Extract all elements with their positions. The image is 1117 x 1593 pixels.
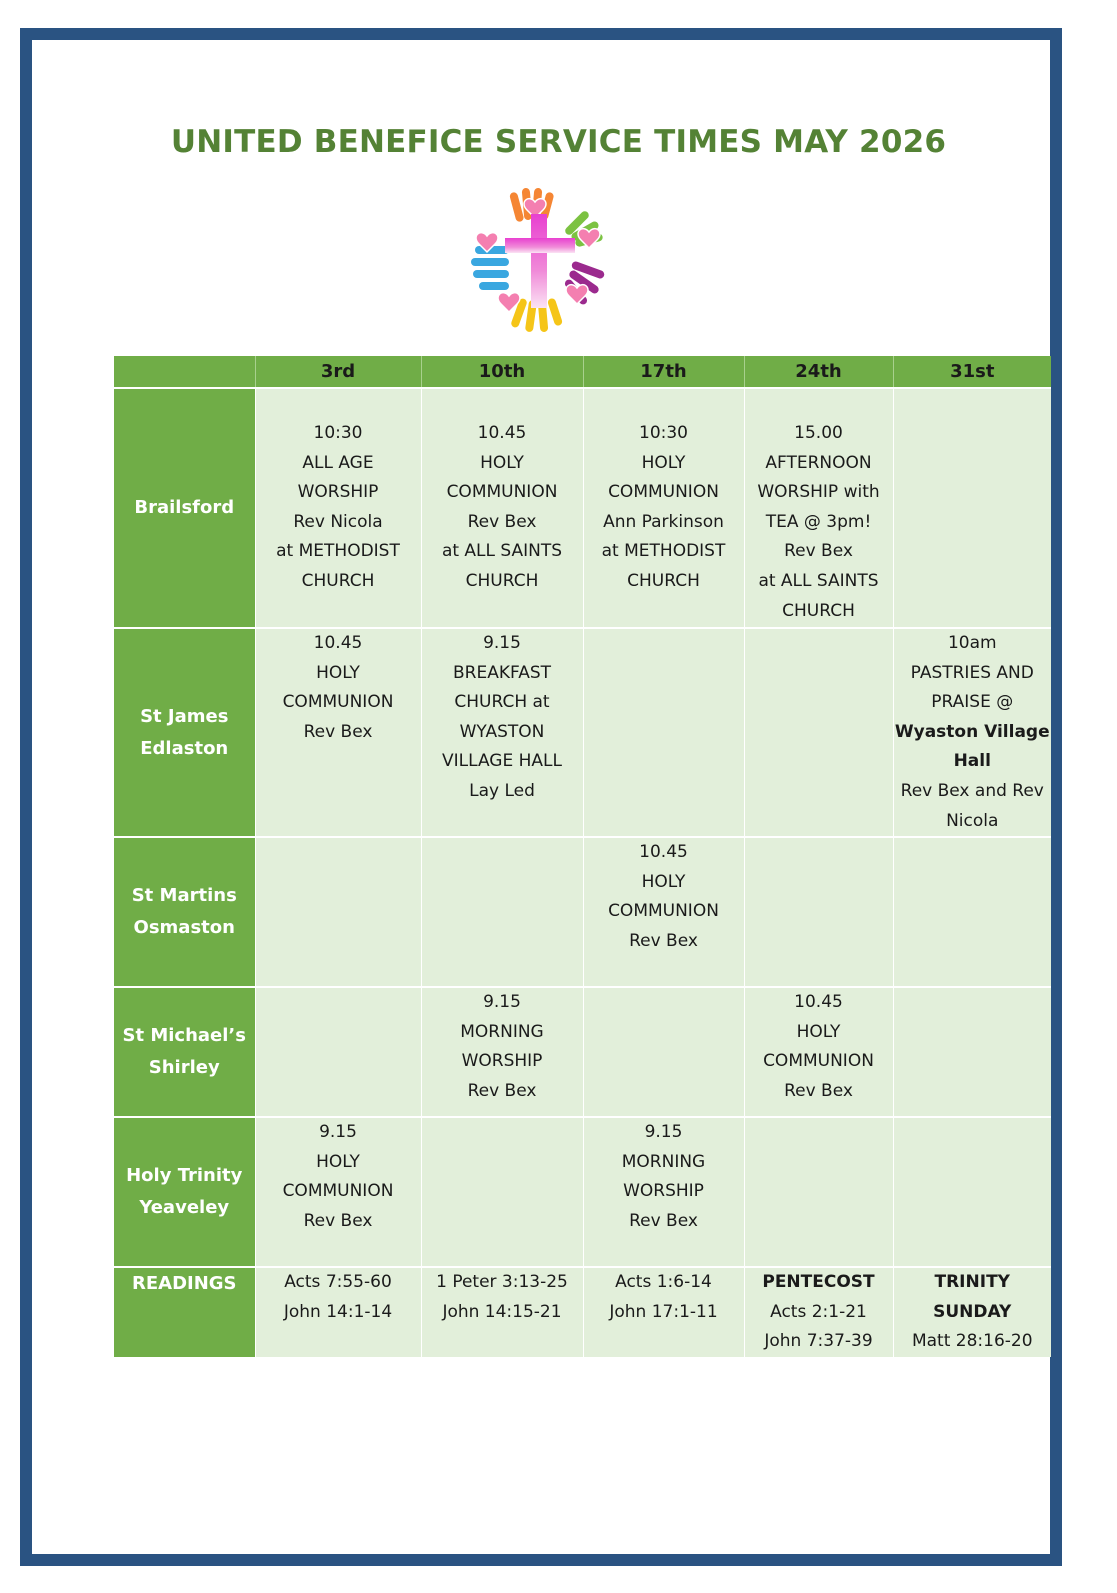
header-corner-cell bbox=[114, 356, 255, 388]
row-heading-line: Brailsford bbox=[134, 497, 235, 518]
service-line: Rev Nicola bbox=[293, 511, 383, 532]
service-line: Rev Bex bbox=[784, 1080, 853, 1101]
row-heading-line: READINGS bbox=[131, 1273, 237, 1295]
service-line: John 17:1-11 bbox=[609, 1301, 718, 1322]
service-line: at METHODIST bbox=[276, 541, 400, 562]
service-line: Wyaston Village bbox=[894, 721, 1050, 742]
service-cell bbox=[893, 388, 1051, 628]
service-line: BREAKFAST bbox=[452, 662, 551, 683]
service-line: John 14:15-21 bbox=[442, 1301, 562, 1322]
row-heading bbox=[114, 1267, 255, 1357]
service-cell bbox=[421, 837, 583, 987]
service-line: CHURCH at bbox=[454, 692, 550, 713]
service-line: at METHODIST bbox=[601, 541, 726, 562]
service-cell bbox=[583, 1117, 744, 1267]
service-line: 10am bbox=[947, 633, 997, 653]
column-header: 3rd bbox=[255, 356, 421, 388]
service-cell bbox=[893, 628, 1051, 837]
row-heading-line: Shirley bbox=[148, 1057, 220, 1079]
service-line: 9.15 bbox=[483, 992, 521, 1013]
row-heading-line: St Michael’s bbox=[122, 1025, 246, 1047]
service-line: Rev Bex bbox=[629, 930, 698, 951]
schedule-row bbox=[114, 1117, 1051, 1267]
schedule-row bbox=[114, 628, 1051, 837]
service-line: HOLY bbox=[641, 871, 686, 892]
service-line: Acts 2:1-21 bbox=[770, 1301, 867, 1322]
service-cell bbox=[421, 987, 583, 1117]
service-cell bbox=[583, 1267, 744, 1357]
service-line: PENTECOST bbox=[762, 1272, 875, 1293]
service-line: MORNING bbox=[621, 1151, 706, 1172]
row-heading-line: Edlaston bbox=[140, 737, 229, 759]
service-line: WYASTON bbox=[459, 721, 545, 742]
row-heading-line: Holy Trinity bbox=[126, 1165, 243, 1187]
service-line: COMMUNION bbox=[282, 1181, 394, 1202]
service-cell bbox=[255, 388, 421, 628]
service-line: CHURCH bbox=[627, 570, 700, 591]
service-line: ALL AGE bbox=[302, 452, 374, 473]
service-line: Rev Bex and Rev bbox=[900, 780, 1044, 801]
row-heading-line: Yeaveley bbox=[139, 1197, 230, 1219]
schedule-row bbox=[114, 987, 1051, 1117]
service-line: 9.15 bbox=[319, 1122, 357, 1143]
service-cell bbox=[744, 1267, 893, 1357]
service-line: Acts 1:6-14 bbox=[615, 1272, 712, 1293]
row-heading-line: St James bbox=[140, 705, 229, 727]
service-line: TEA @ 3pm! bbox=[765, 511, 872, 532]
service-line: SUNDAY bbox=[933, 1301, 1012, 1322]
service-line: 10.45 bbox=[477, 423, 527, 443]
service-line: WORSHIP with bbox=[757, 482, 880, 503]
service-line: Rev Bex bbox=[303, 721, 373, 742]
column-header: 10th bbox=[421, 356, 583, 388]
service-line: CHURCH bbox=[301, 570, 375, 591]
service-cell bbox=[744, 1117, 893, 1267]
service-line: Ann Parkinson bbox=[603, 511, 724, 532]
service-line: 9.15 bbox=[644, 1122, 683, 1143]
service-line: Lay Led bbox=[469, 780, 535, 801]
column-header: 17th bbox=[583, 356, 744, 388]
service-line: AFTERNOON bbox=[765, 452, 872, 473]
service-line: 10.45 bbox=[794, 992, 843, 1013]
service-line: at ALL SAINTS bbox=[758, 570, 879, 591]
service-line: COMMUNION bbox=[446, 482, 558, 503]
service-line: CHURCH bbox=[782, 600, 855, 621]
service-cell bbox=[255, 1267, 421, 1357]
service-line: HOLY bbox=[480, 452, 524, 473]
row-heading bbox=[114, 987, 255, 1117]
service-cell bbox=[893, 987, 1051, 1117]
service-cell bbox=[583, 388, 744, 628]
service-line: VILLAGE HALL bbox=[442, 751, 562, 772]
service-cell bbox=[583, 837, 744, 987]
service-line: HOLY bbox=[641, 452, 686, 473]
service-line: COMMUNION bbox=[608, 482, 719, 503]
service-cell bbox=[893, 1117, 1051, 1267]
service-line: WORSHIP bbox=[461, 1051, 543, 1072]
service-line: at ALL SAINTS bbox=[441, 541, 563, 562]
service-line: Rev Bex bbox=[303, 1210, 373, 1231]
service-line: Acts 7:55-60 bbox=[284, 1272, 392, 1293]
service-line: Rev Bex bbox=[629, 1210, 698, 1231]
service-times-table bbox=[114, 356, 1051, 1357]
row-heading bbox=[114, 388, 255, 628]
service-cell bbox=[255, 987, 421, 1117]
service-cell bbox=[583, 987, 744, 1117]
service-line: Rev Bex bbox=[467, 1080, 537, 1101]
service-cell bbox=[744, 388, 893, 628]
service-line: Rev Bex bbox=[784, 541, 853, 562]
service-line: HOLY bbox=[796, 1021, 841, 1042]
service-line: Nicola bbox=[946, 810, 999, 831]
service-line: COMMUNION bbox=[608, 901, 719, 922]
service-cell bbox=[893, 837, 1051, 987]
row-heading-line: Osmaston bbox=[133, 917, 235, 939]
service-cell bbox=[421, 388, 583, 628]
schedule-row bbox=[114, 837, 1051, 987]
service-line: 10.45 bbox=[313, 633, 363, 653]
service-cell bbox=[744, 987, 893, 1117]
service-line: 10:30 bbox=[313, 423, 363, 443]
service-line: HOLY bbox=[316, 1151, 360, 1172]
date-header-row bbox=[114, 356, 1051, 388]
row-heading bbox=[114, 1117, 255, 1267]
service-line: PRAISE @ bbox=[931, 692, 1014, 713]
service-cell bbox=[583, 628, 744, 837]
service-line: HOLY bbox=[316, 662, 360, 683]
row-heading bbox=[114, 628, 255, 837]
service-line: COMMUNION bbox=[282, 692, 394, 713]
column-header: 24th bbox=[744, 356, 893, 388]
service-line: 10:30 bbox=[639, 423, 688, 443]
service-line: John 14:1-14 bbox=[283, 1301, 393, 1322]
service-line: TRINITY bbox=[934, 1272, 1010, 1293]
service-line: Hall bbox=[953, 751, 991, 772]
service-cell bbox=[744, 628, 893, 837]
row-heading-line: St Martins bbox=[131, 885, 237, 907]
service-line: Rev Bex bbox=[467, 511, 537, 532]
service-line: PASTRIES AND bbox=[910, 662, 1034, 683]
service-line: MORNING bbox=[460, 1021, 544, 1042]
service-line: 9.15 bbox=[483, 633, 521, 653]
service-cell bbox=[744, 837, 893, 987]
service-cell bbox=[421, 1267, 583, 1357]
column-header: 31st bbox=[893, 356, 1051, 388]
service-line: WORSHIP bbox=[297, 482, 379, 503]
service-line: 15.00 bbox=[794, 423, 843, 443]
service-cell bbox=[255, 1117, 421, 1267]
service-cell bbox=[421, 1117, 583, 1267]
service-line: Matt 28:16-20 bbox=[911, 1331, 1033, 1352]
service-cell bbox=[255, 628, 421, 837]
united-hands-cross-logo bbox=[465, 188, 615, 333]
service-line: 10.45 bbox=[639, 842, 688, 863]
service-cell bbox=[893, 1267, 1051, 1357]
service-line: CHURCH bbox=[465, 570, 539, 591]
schedule-row bbox=[114, 388, 1051, 628]
service-cell bbox=[421, 628, 583, 837]
schedule-row bbox=[114, 1267, 1051, 1357]
service-line: 1 Peter 3:13-25 bbox=[436, 1272, 568, 1293]
service-cell bbox=[255, 837, 421, 987]
row-heading bbox=[114, 837, 255, 987]
service-line: COMMUNION bbox=[763, 1051, 874, 1072]
service-line: WORSHIP bbox=[623, 1181, 704, 1202]
service-line: John 7:37-39 bbox=[764, 1331, 873, 1352]
page-title: UNITED BENEFICE SERVICE TIMES MAY 2026 bbox=[170, 124, 947, 160]
